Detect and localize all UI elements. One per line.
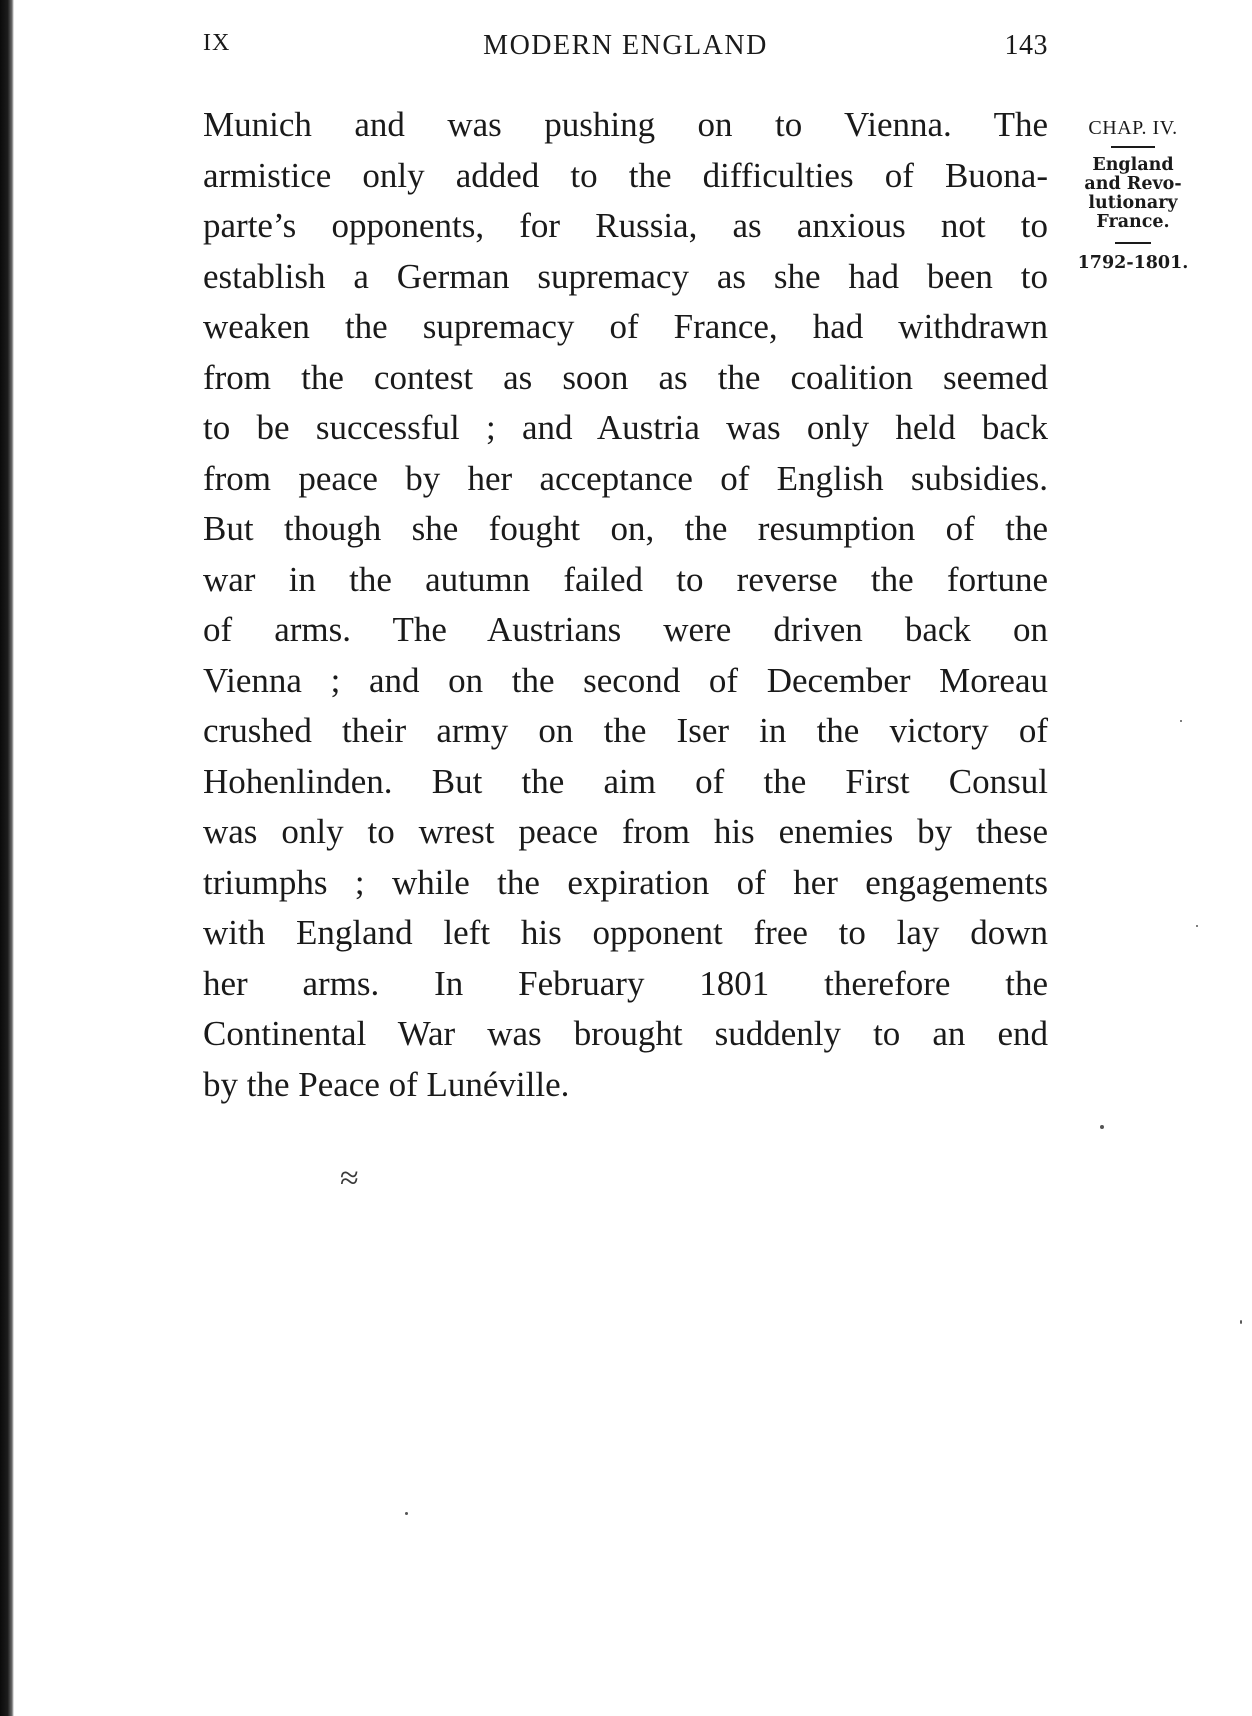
text-line: of arms. The Austrians were driven back on [203, 610, 1048, 649]
margin-rule [1111, 146, 1155, 148]
text-line: her arms. In February 1801 therefore the [203, 963, 1048, 1003]
paper-speck [1100, 1125, 1104, 1129]
paper-speck [405, 1512, 408, 1515]
topic-line: lutionary [1088, 193, 1178, 213]
text-line: Vienna ; and on the second of December Moreau [203, 660, 1048, 700]
chapter-label: CHAP. IV. [1088, 117, 1178, 139]
text-line: But though she fought on, the resumption of the [203, 509, 1048, 548]
text-line: was only to wrest peace from his enemies by these [203, 812, 1048, 851]
book-title: MODERN ENGLAND [483, 30, 768, 61]
text-line: with England left his opponent free to lay down [203, 913, 1048, 952]
margin-rule [1115, 242, 1151, 244]
text-line: Hohenlinden. But the aim of the First Consul [203, 761, 1048, 801]
text-line: parte’s opponents, for Russia, as anxious not to [203, 206, 1048, 245]
paper-speck [1180, 720, 1182, 722]
topic-line: France. [1096, 212, 1170, 232]
date-range: 1792-1801. [1077, 253, 1189, 273]
page-number: 143 [1004, 30, 1048, 61]
text-line: war in the autumn failed to reverse the fortune [203, 559, 1048, 599]
paper-speck [1196, 925, 1198, 927]
topic-line: England [1092, 155, 1174, 175]
body-text [203, 100, 1048, 1110]
margin-note [1068, 116, 1198, 274]
text-line: crushed their army on the Iser in the victory of [203, 711, 1048, 750]
text-line: from peace by her acceptance of English subsidies. [203, 458, 1048, 498]
paper-speck [1240, 1320, 1242, 1324]
topic-line: and Revo- [1084, 174, 1182, 194]
text-line: armistice only added to the difficulties of Buona- [203, 155, 1048, 195]
binding-edge [0, 0, 14, 1716]
text-line: Munich and was pushing on to Vienna. The [203, 105, 1048, 144]
text-line-last: by the Peace of Lunéville. [203, 1064, 570, 1104]
text-line: from the contest as soon as the coalition seemed [203, 357, 1048, 397]
text-line: triumphs ; while the expiration of her engagements [203, 862, 1048, 902]
text-line: to be successful ; and Austria was only held back [203, 408, 1048, 447]
ink-mark: ≈ [340, 1160, 359, 1197]
running-head [203, 30, 1048, 70]
section-numeral: IX [203, 30, 231, 56]
text-line: establish a German supremacy as she had been to [203, 256, 1048, 296]
text-line: Continental War was brought suddenly to an end [203, 1014, 1048, 1053]
text-line: weaken the supremacy of France, had withdrawn [203, 307, 1048, 346]
